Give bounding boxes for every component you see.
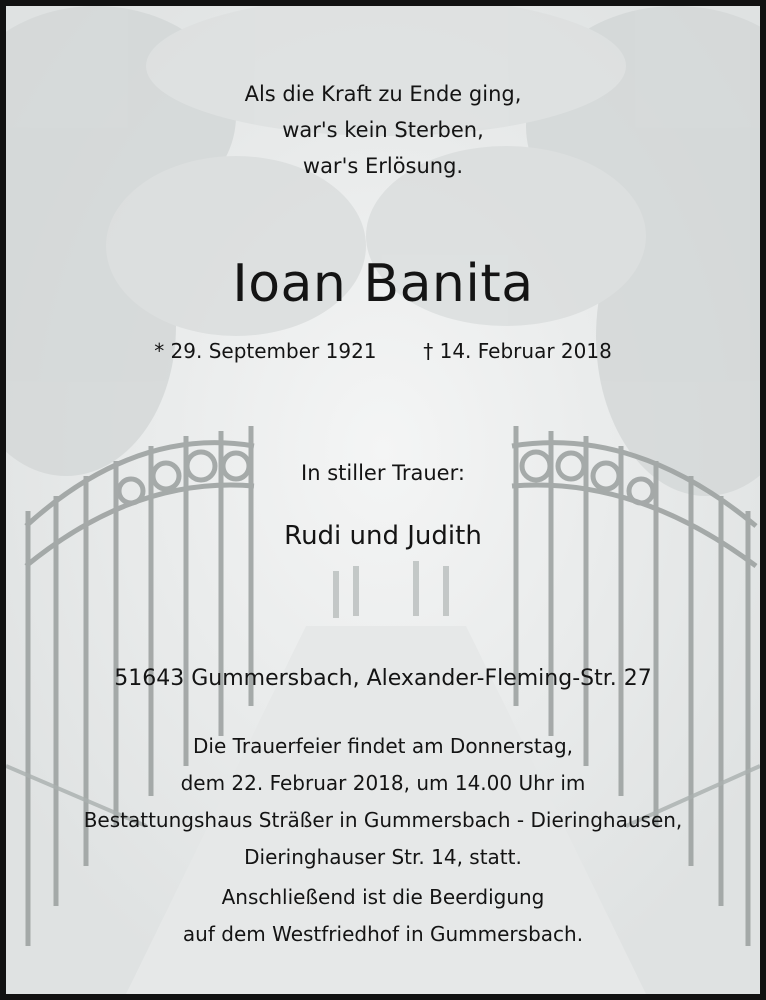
funeral-service-info (6, 728, 760, 876)
birth-date: 29. September 1921 (170, 339, 377, 363)
service-line: Die Trauerfeier findet am Donnerstag, (192, 734, 574, 758)
quote-line: war's Erlösung. (302, 154, 464, 178)
memorial-quote (6, 76, 760, 184)
burial-line: auf dem Westfriedhof in Gummersbach. (182, 922, 584, 946)
mourners-names: Rudi und Judith (284, 521, 482, 551)
burial-line: Anschließend ist die Beerdigung (221, 885, 545, 909)
service-line: dem 22. Februar 2018, um 14.00 Uhr im (180, 771, 586, 795)
service-line: Bestattungshaus Sträßer in Gummersbach - Dieringhausen, (83, 808, 683, 832)
birth-symbol: * (154, 339, 165, 363)
death-date: 14. Februar 2018 (439, 339, 612, 363)
address: 51643 Gummersbach, Alexander-Fleming-Str. 27 (114, 666, 652, 691)
death-symbol-cross: † (423, 339, 434, 363)
life-dates (6, 336, 760, 366)
quote-line: war's kein Sterben, (282, 118, 484, 142)
service-line: Dieringhauser Str. 14, statt. (244, 845, 522, 869)
deceased-name: Ioan Banita (232, 254, 534, 314)
mourning-label: In stiller Trauer: (301, 461, 465, 485)
burial-info (6, 879, 760, 953)
quote-line: Als die Kraft zu Ende ging, (244, 82, 522, 106)
